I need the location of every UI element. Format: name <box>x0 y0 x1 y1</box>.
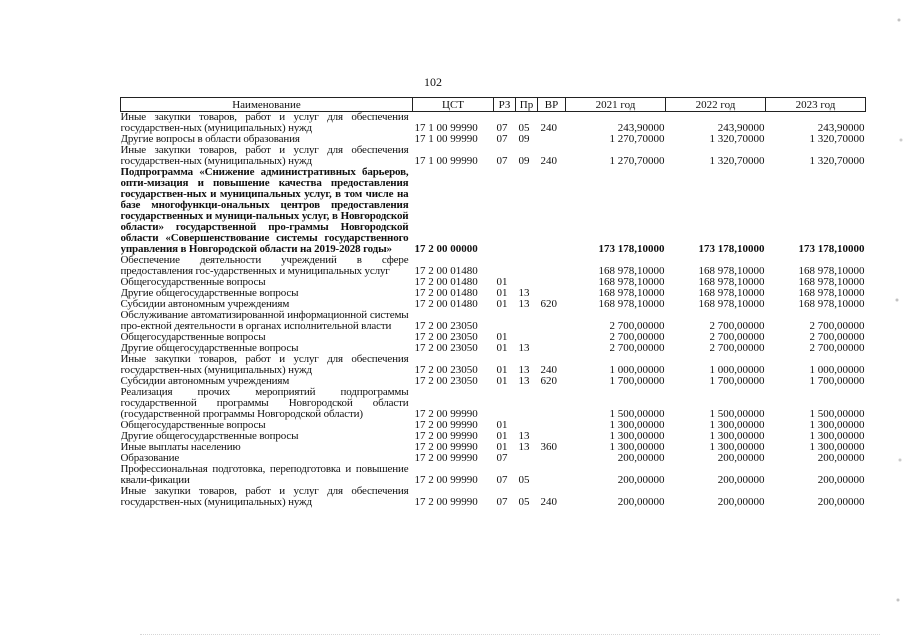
row-2023: 173 178,10000 <box>798 243 865 255</box>
table-row <box>121 112 866 135</box>
row-2021: 168 978,10000 <box>598 277 665 288</box>
header-name: Наименование <box>121 98 413 112</box>
table-row <box>121 167 866 255</box>
row-vr <box>538 134 566 145</box>
header-2023: 2023 год <box>766 98 866 112</box>
row-2022: 243,90000 <box>717 122 765 134</box>
row-cst: 17 2 00 99990 <box>414 431 478 442</box>
row-2022: 2 700,00000 <box>709 343 765 354</box>
row-rz: 01 <box>496 299 508 310</box>
table-row <box>121 277 866 288</box>
row-2022: 168 978,10000 <box>698 277 765 288</box>
row-2022: 1 500,00000 <box>709 408 765 420</box>
row-name: Общегосударственные вопросы <box>120 277 266 288</box>
row-2021: 2 700,00000 <box>609 332 665 343</box>
table-row <box>121 453 866 464</box>
row-name: Другие общегосударственные вопросы <box>120 431 299 442</box>
table-row <box>121 145 866 167</box>
row-vr <box>538 420 566 431</box>
row-name: Подпрограмма «Снижение административных барьеров, опти-мизация и повышение качества предоставления государствен-ных и муниципальных услуг, в том числе на базе многофункци-ональных центров предоставления государственных и муници-пальных услуг, в Новгородской области» государственной про-граммы Новгородской области «Совершенствование системы государственного управления в Новгородской области на 2019-2028 годы» <box>120 167 409 255</box>
row-2021: 1 700,00000 <box>609 376 665 387</box>
row-2021: 1 270,70000 <box>609 134 665 145</box>
row-2022: 2 700,00000 <box>709 320 765 332</box>
row-2021: 1 500,00000 <box>609 408 665 420</box>
row-name: Общегосударственные вопросы <box>120 332 266 343</box>
header-2021: 2021 год <box>566 98 666 112</box>
row-rz <box>494 387 516 420</box>
header-vr: ВР <box>538 98 566 112</box>
row-name: Реализация прочих мероприятий подпрограммы государственной программы Новгородской области (государственной программы Новгородской области) <box>120 387 409 420</box>
row-2023: 168 978,10000 <box>798 265 865 277</box>
row-cst: 17 2 00 01480 <box>414 299 478 310</box>
row-pr: 05 <box>518 122 530 134</box>
row-cst: 17 2 00 99990 <box>414 474 478 486</box>
table-row <box>121 420 866 431</box>
row-name: Обеспечение деятельности учреждений в сфере предоставления гос-ударственных и муниципальных услуг <box>120 255 409 277</box>
row-2023: 1 300,00000 <box>809 442 865 453</box>
table-row <box>121 255 866 277</box>
row-2022: 168 978,10000 <box>698 265 765 277</box>
table-row <box>121 442 866 453</box>
row-2022: 173 178,10000 <box>698 243 765 255</box>
row-2023: 1 000,00000 <box>809 364 865 376</box>
row-pr <box>516 420 538 431</box>
row-2022: 2 700,00000 <box>709 332 765 343</box>
row-2021: 1 270,70000 <box>609 155 665 167</box>
row-2023: 1 320,70000 <box>809 134 865 145</box>
row-name: Другие общегосударственные вопросы <box>120 343 299 354</box>
table-row <box>121 376 866 387</box>
row-vr: 240 <box>540 155 557 167</box>
row-pr: 05 <box>518 496 530 508</box>
row-cst: 17 2 00 01480 <box>414 277 478 288</box>
row-2022: 1 320,70000 <box>709 134 765 145</box>
row-pr: 13 <box>518 442 530 453</box>
row-rz: 01 <box>496 343 508 354</box>
row-name: Субсидии автономным учреждениям <box>120 376 290 387</box>
row-cst: 17 1 00 99990 <box>414 122 478 134</box>
row-rz: 01 <box>496 442 508 453</box>
row-name: Иные закупки товаров, работ и услуг для обеспечения государствен-ных (муниципальных) нужд <box>120 111 409 134</box>
row-rz: 07 <box>496 155 508 167</box>
row-rz: 01 <box>496 332 508 343</box>
row-rz: 07 <box>496 122 508 134</box>
row-pr: 13 <box>518 343 530 354</box>
row-vr <box>538 255 566 277</box>
row-cst: 17 2 00 23050 <box>414 332 478 343</box>
row-rz: 07 <box>496 453 508 464</box>
table-row <box>121 486 866 508</box>
row-rz: 01 <box>496 376 508 387</box>
row-vr <box>538 167 566 255</box>
row-pr <box>516 387 538 420</box>
row-2021: 200,00000 <box>617 453 665 464</box>
row-name: Иные закупки товаров, работ и услуг для обеспечения государствен-ных (муниципальных) нужд <box>120 486 409 508</box>
table-row <box>121 288 866 299</box>
row-2022: 1 300,00000 <box>709 442 765 453</box>
row-vr: 360 <box>540 442 557 453</box>
row-2023: 1 500,00000 <box>809 408 865 420</box>
row-2023: 168 978,10000 <box>798 277 865 288</box>
row-name: Иные выплаты населению <box>120 442 241 453</box>
row-name: Образование <box>120 453 180 464</box>
row-pr <box>516 167 538 255</box>
row-rz: 07 <box>496 474 508 486</box>
table-row <box>121 134 866 145</box>
header-2022: 2022 год <box>666 98 766 112</box>
row-rz <box>494 310 516 332</box>
row-name: Иные закупки товаров, работ и услуг для обеспечения государствен-ных (муниципальных) нужд <box>120 145 409 167</box>
table-row <box>121 343 866 354</box>
row-cst: 17 2 00 99990 <box>414 453 478 464</box>
row-cst: 17 2 00 23050 <box>414 364 478 376</box>
row-vr <box>538 464 566 486</box>
row-cst: 17 2 00 01480 <box>414 265 478 277</box>
row-name: Другие вопросы в области образования <box>120 134 300 145</box>
table-row <box>121 431 866 442</box>
row-2023: 2 700,00000 <box>809 332 865 343</box>
row-2023: 168 978,10000 <box>798 299 865 310</box>
row-2023: 1 700,00000 <box>809 376 865 387</box>
header-cst: ЦСТ <box>413 98 494 112</box>
row-pr: 13 <box>518 431 530 442</box>
row-cst: 17 2 00 99990 <box>414 442 478 453</box>
row-vr: 240 <box>540 122 557 134</box>
row-name: Субсидии автономным учреждениям <box>120 299 290 310</box>
row-2021: 1 300,00000 <box>609 431 665 442</box>
table-row <box>121 387 866 420</box>
row-2022: 168 978,10000 <box>698 288 765 299</box>
table-row <box>121 332 866 343</box>
row-2021: 2 700,00000 <box>609 320 665 332</box>
row-2021: 2 700,00000 <box>609 343 665 354</box>
scan-edge-noise <box>891 0 905 640</box>
row-2022: 1 300,00000 <box>709 420 765 431</box>
row-name: Другие общегосударственные вопросы <box>120 288 299 299</box>
row-cst: 17 2 00 23050 <box>414 376 478 387</box>
row-vr: 620 <box>540 376 557 387</box>
row-2021: 168 978,10000 <box>598 299 665 310</box>
row-cst: 17 2 00 23050 <box>414 343 478 354</box>
row-2022: 200,00000 <box>717 496 765 508</box>
row-2023: 200,00000 <box>817 496 865 508</box>
page-number: 102 <box>424 75 442 89</box>
row-2021: 200,00000 <box>617 474 665 486</box>
row-2021: 1 300,00000 <box>609 442 665 453</box>
row-vr <box>538 453 566 464</box>
row-name: Иные закупки товаров, работ и услуг для обеспечения государствен-ных (муниципальных) нужд <box>120 354 409 376</box>
row-rz <box>494 167 516 255</box>
row-2022: 1 700,00000 <box>709 376 765 387</box>
row-2022: 168 978,10000 <box>698 299 765 310</box>
table-body <box>121 112 866 509</box>
row-cst: 17 2 00 01480 <box>414 288 478 299</box>
row-vr <box>538 288 566 299</box>
row-pr: 09 <box>518 155 530 167</box>
row-2023: 243,90000 <box>817 122 865 134</box>
row-pr <box>516 277 538 288</box>
row-rz: 01 <box>496 288 508 299</box>
row-2022: 200,00000 <box>717 474 765 486</box>
row-pr <box>516 310 538 332</box>
row-pr: 13 <box>518 299 530 310</box>
row-2023: 200,00000 <box>817 474 865 486</box>
row-2023: 2 700,00000 <box>809 320 865 332</box>
row-name: Обслуживание автоматизированной информационной системы про-ектной деятельности в органах исполнительной власти <box>120 310 409 332</box>
row-rz: 01 <box>496 364 508 376</box>
row-pr: 13 <box>518 288 530 299</box>
row-pr <box>516 255 538 277</box>
row-cst: 17 2 00 23050 <box>414 320 478 332</box>
row-pr: 13 <box>518 376 530 387</box>
row-2023: 2 700,00000 <box>809 343 865 354</box>
row-2021: 168 978,10000 <box>598 288 665 299</box>
row-vr <box>538 343 566 354</box>
row-2022: 200,00000 <box>717 453 765 464</box>
row-pr: 09 <box>518 134 530 145</box>
row-pr <box>516 332 538 343</box>
row-2021: 168 978,10000 <box>598 265 665 277</box>
table-header-row <box>121 98 866 112</box>
row-cst: 17 2 00 99990 <box>414 408 478 420</box>
row-2022: 1 300,00000 <box>709 431 765 442</box>
row-2023: 168 978,10000 <box>798 288 865 299</box>
header-rz: РЗ <box>494 98 516 112</box>
row-2022: 1 000,00000 <box>709 364 765 376</box>
row-2022: 1 320,70000 <box>709 155 765 167</box>
row-vr: 240 <box>540 364 557 376</box>
row-vr <box>538 332 566 343</box>
row-2021: 173 178,10000 <box>598 243 665 255</box>
row-cst: 17 2 00 99990 <box>414 496 478 508</box>
row-vr <box>538 277 566 288</box>
row-pr: 13 <box>518 364 530 376</box>
row-cst: 17 1 00 99990 <box>414 134 478 145</box>
row-vr: 240 <box>540 496 557 508</box>
row-name: Общегосударственные вопросы <box>120 420 266 431</box>
row-rz: 07 <box>496 134 508 145</box>
row-rz: 01 <box>496 420 508 431</box>
row-2021: 1 000,00000 <box>609 364 665 376</box>
scan-bottom-noise <box>140 634 880 638</box>
row-vr <box>538 387 566 420</box>
table-row <box>121 299 866 310</box>
row-2023: 1 300,00000 <box>809 420 865 431</box>
row-rz: 01 <box>496 277 508 288</box>
table-row <box>121 354 866 376</box>
row-2023: 200,00000 <box>817 453 865 464</box>
row-name: Профессиональная подготовка, переподготовка и повышение квали-фикации <box>120 464 409 486</box>
row-2021: 1 300,00000 <box>609 420 665 431</box>
row-2023: 1 320,70000 <box>809 155 865 167</box>
row-rz <box>494 255 516 277</box>
row-2021: 243,90000 <box>617 122 665 134</box>
row-2021: 200,00000 <box>617 496 665 508</box>
row-rz: 07 <box>496 496 508 508</box>
row-cst: 17 1 00 99990 <box>414 155 478 167</box>
row-pr: 05 <box>518 474 530 486</box>
header-pr: Пр <box>516 98 538 112</box>
row-vr: 620 <box>540 299 557 310</box>
row-vr <box>538 431 566 442</box>
table-row <box>121 464 866 486</box>
budget-table <box>120 97 866 508</box>
row-cst: 17 2 00 99990 <box>414 420 478 431</box>
row-pr <box>516 453 538 464</box>
row-cst: 17 2 00 00000 <box>414 243 478 255</box>
row-2023: 1 300,00000 <box>809 431 865 442</box>
table-row <box>121 310 866 332</box>
row-rz: 01 <box>496 431 508 442</box>
row-vr <box>538 310 566 332</box>
